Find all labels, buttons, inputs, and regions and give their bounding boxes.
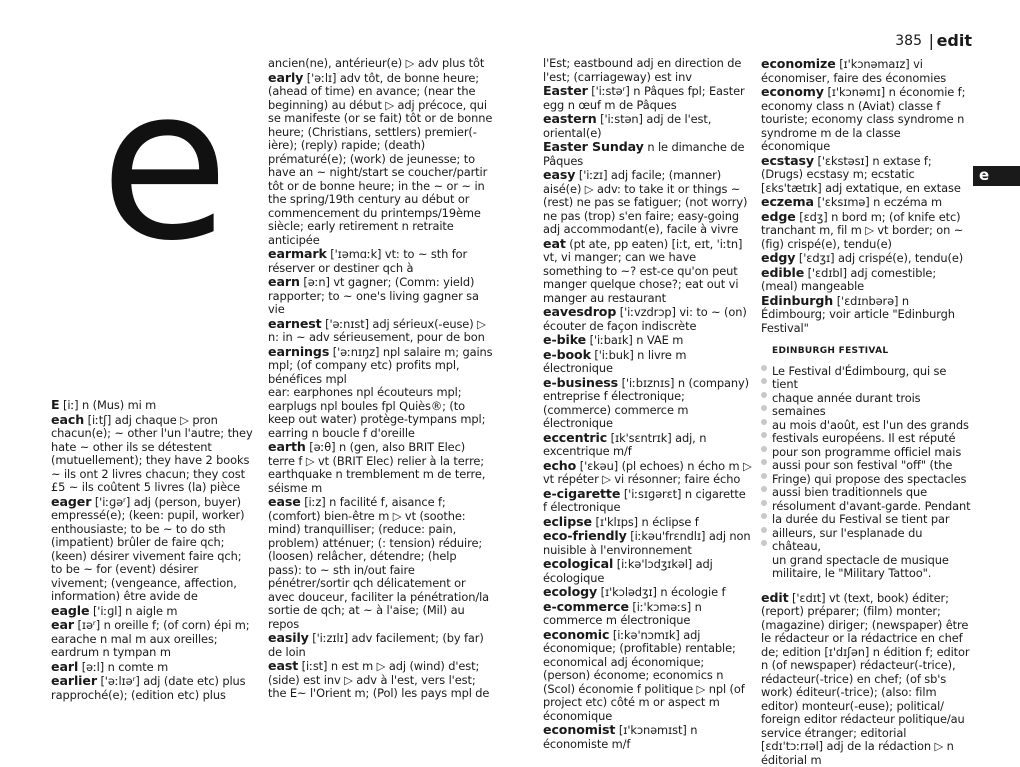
- festival-box-title: EDINBURGH FESTIVAL: [761, 345, 971, 359]
- entry: edit ['ɛdɪt] vt (text, book) éditer; (report) préparer; (film) monter; (magazine) diriger; (newspaper) être le rédacteur or la rédactrice en chef de; edition [ɪ'dɪʃən] n édition f; editor n (of newspaper) rédacteur(-trice), rédacteur(-trice) en chef; (of sb's work) éditeur(-trice); (also: film editor) monteur(-euse); political/ foreign editor rédacteur politique/au service étranger; editorial [ɛdɪ'tɔːrɪəl] adj de la rédaction ▷ n éditorial m: [761, 591, 971, 767]
- entry: ear: earphones npl écouteurs mpl; earplugs npl boules fpl Quiès®; (to keep out water) protège-tympans mpl; earring n boucle f d'oreille: [268, 386, 493, 440]
- entry: ease [iːz] n facilité f, aisance f; (comfort) bien-être m ▷ vt (soothe: mind) tranquilliser; (reduce: pain, problem) atténuer; (: tension) réduire; (loosen) relâcher, détendre; (help pass): to ~ sth in/out faire pénétrer/sortir qch délicatement or avec douceur, faciliter la pénétration/la sortie de qch; at ~ à l'aise; (Mil) au repos: [268, 495, 493, 631]
- entry: e-commerce [iː'kɔməːs] n commerce m électronique: [543, 600, 753, 628]
- entry: eczema ['ɛksɪmə] n eczéma m: [761, 195, 971, 210]
- festival-box: [761, 365, 971, 581]
- box-line: militaire, le "Military Tattoo".: [772, 567, 971, 581]
- header-separator: |: [929, 31, 934, 50]
- dictionary-column-1: [51, 398, 256, 702]
- entry: earmark ['ɪəmɑːk] vt: to ~ sth for réserver or destiner qch à: [268, 247, 493, 275]
- entry: edge [ɛdʒ] n bord m; (of knife etc) tranchant m, fil m ▷ vt border; on ~ (fig) crispé(e), tendu(e): [761, 210, 971, 252]
- page-number: 385: [895, 33, 922, 49]
- entry: economic [iːkə'nɔmɪk] adj économique; (profitable) rentable; economical adj économique; (person) économe; economics n (Scol) économie f politique ▷ npl (of project etc) côté m or aspect m économique: [543, 628, 753, 724]
- entry: Easter Sunday n le dimanche de Pâques: [543, 140, 753, 168]
- entry: ecology [ɪ'kɔlədʒɪ] n écologie f: [543, 585, 753, 600]
- entry: eco-friendly [iːkəu'frɛndlɪ] adj non nuisible à l'environnement: [543, 529, 753, 557]
- box-line: résolument d'avant-garde. Pendant: [772, 500, 971, 514]
- entry: e-business ['iːbɪznɪs] n (company) entreprise f électronique; (commerce) commerce m électronique: [543, 376, 753, 431]
- entry: edgy ['ɛdʒɪ] adj crispé(e), tendu(e): [761, 251, 971, 266]
- box-line: pour son programme officiel mais: [772, 446, 971, 460]
- box-line: festivals européens. Il est réputé: [772, 432, 971, 446]
- entry: earnings ['əːnɪŋz] npl salaire m; gains mpl; (of company etc) profits mpl, bénéfices mpl: [268, 345, 493, 387]
- section-letter: e: [100, 60, 229, 270]
- box-line: Fringe) qui propose des spectacles: [772, 473, 971, 487]
- page-header: [880, 31, 972, 51]
- box-line: Le Festival d'Édimbourg, qui se tient: [772, 365, 971, 392]
- entry: e-bike ['iːbaɪk] n VAE m: [543, 333, 753, 348]
- entry: eastern ['iːstən] adj de l'est, oriental(e): [543, 112, 753, 140]
- entry: economist [ɪ'kɔnəmɪst] n économiste m/f: [543, 723, 753, 751]
- entry: earl [əːl] n comte m: [51, 660, 256, 675]
- entry: earn [əːn] vt gagner; (Comm: yield) rapporter; to ~ one's living gagner sa vie: [268, 275, 493, 317]
- entry: economize [ɪ'kɔnəmaɪz] vi économiser, faire des économies: [761, 57, 971, 85]
- entry: edible ['ɛdɪbl] adj comestible; (meal) mangeable: [761, 266, 971, 294]
- entry: easily ['iːzɪlɪ] adv facilement; (by far) de loin: [268, 631, 493, 659]
- entry: ecological [iːkə'lɔdʒɪkəl] adj écologique: [543, 557, 753, 585]
- entry: Edinburgh ['ɛdɪnbərə] n Édimbourg; voir article "Edinburgh Festival": [761, 294, 971, 336]
- entry: Easter ['iːstəʳ] n Pâques fpl; Easter egg n œuf m de Pâques: [543, 84, 753, 112]
- entry: eagle ['iːɡl] n aigle m: [51, 604, 256, 619]
- entry: eccentric [ɪk'sɛntrɪk] adj, n excentrique m/f: [543, 431, 753, 459]
- entry: l'Est; eastbound adj en direction de l'est; (carriageway) est inv: [543, 57, 753, 84]
- box-line: un grand spectacle de musique: [772, 554, 971, 568]
- entry: ecstasy ['ɛkstəsɪ] n extase f; (Drugs) ecstasy m; ecstatic [ɛks'tætɪk] adj extatique, en extase: [761, 154, 971, 196]
- box-line: ailleurs, sur l'esplanade du château,: [772, 527, 971, 554]
- entry: east [iːst] n est m ▷ adj (wind) d'est; (side) est inv ▷ adv à l'est, vers l'est; the E~ l'Orient m; (Pol) les pays mpl de: [268, 659, 493, 701]
- entry: earnest ['əːnɪst] adj sérieux(-euse) ▷ n: in ~ adv sérieusement, pour de bon: [268, 317, 493, 345]
- thumb-index-letter: e: [979, 166, 989, 184]
- entry: eavesdrop ['iːvzdrɔp] vi: to ~ (on) écouter de façon indiscrète: [543, 305, 753, 333]
- entry: earth [əːθ] n (gen, also BRIT Elec) terre f ▷ vt (BRIT Elec) relier à la terre; earthquake n tremblement m de terre, séisme m: [268, 440, 493, 495]
- entry: E [iː] n (Mus) mi m: [51, 398, 256, 413]
- dictionary-column-2: [268, 57, 493, 701]
- entry: economy [ɪ'kɔnəmɪ] n économie f; economy class n (Aviat) classe f touriste; economy class syndrome n syndrome m de la classe économique: [761, 85, 971, 154]
- entry: eat (pt ate, pp eaten) [iːt, eɪt, 'iːtn] vt, vi manger; can we have something to ~? est-ce qu'on peut manger quelque chose?; eat out vi manger au restaurant: [543, 237, 753, 306]
- entry: earlier ['əːlɪəʳ] adj (date etc) plus rapproché(e); (edition etc) plus: [51, 674, 256, 702]
- entry: each [iːtʃ] adj chaque ▷ pron chacun(e); ~ other l'un l'autre; they hate ~ other ils se détestent (mutuellement); they have 2 books ~ ils ont 2 livres chacun; they cost £5 ~ ils coûtent 5 livres (la) pièce: [51, 413, 256, 495]
- entry: e-cigarette ['iːsɪɡərɛt] n cigarette f électronique: [543, 487, 753, 515]
- entry: echo ['ɛkəu] (pl echoes) n écho m ▷ vt répéter ▷ vi résonner; faire écho: [543, 459, 753, 487]
- entry: eager ['iːɡəʳ] adj (person, buyer) empressé(e); (keen: pupil, worker) enthousiaste; to be ~ to do sth (impatient) brûler de faire qch; (keen) désirer vivement faire qch; to be ~ for (event) désirer vivement; (vengeance, affection, information) être avide de: [51, 495, 256, 604]
- bullet-dots: [761, 365, 768, 554]
- entry: easy ['iːzɪ] adj facile; (manner) aisé(e) ▷ adv: to take it or things ~ (rest) ne pas se fatiguer; (not worry) ne pas (trop) s'en faire; easy-going adj accommodant(e), facile à vivre: [543, 168, 753, 237]
- thumb-index-tab: [973, 166, 1020, 186]
- entry: eclipse [ɪ'klɪps] n éclipse f: [543, 515, 753, 530]
- dictionary-column-3: [543, 57, 753, 751]
- guide-word: edit: [937, 31, 972, 50]
- entry: early ['əːlɪ] adv tôt, de bonne heure; (ahead of time) en avance; (near the beginning) au début ▷ adj précoce, qui se manifeste (or se fait) tôt or de bonne heure; (Christians, settlers) premier(-ière); (reply) rapide; (death) prématuré(e); (work) de jeunesse; to have an ~ night/start se coucher/partir tôt or de bonne heure; in the ~ or ~ in the spring/19th century au début or commencement du printemps/19ème siècle; early retirement n retraite anticipée: [268, 71, 493, 248]
- box-line: la durée du Festival se tient par: [772, 513, 971, 527]
- box-line: aussi bien traditionnels que: [772, 486, 971, 500]
- entry: ear [ɪəʳ] n oreille f; (of corn) épi m; earache n mal m aux oreilles; eardrum n tympan m: [51, 618, 256, 660]
- entry: ancien(ne), antérieur(e) ▷ adv plus tôt: [268, 57, 493, 71]
- box-line: aussi pour son festival "off" (the: [772, 459, 971, 473]
- dictionary-column-4: [761, 57, 971, 767]
- entry: e-book ['iːbuk] n livre m électronique: [543, 348, 753, 376]
- box-line: au mois d'août, est l'un des grands: [772, 419, 971, 433]
- box-line: chaque année durant trois semaines: [772, 392, 971, 419]
